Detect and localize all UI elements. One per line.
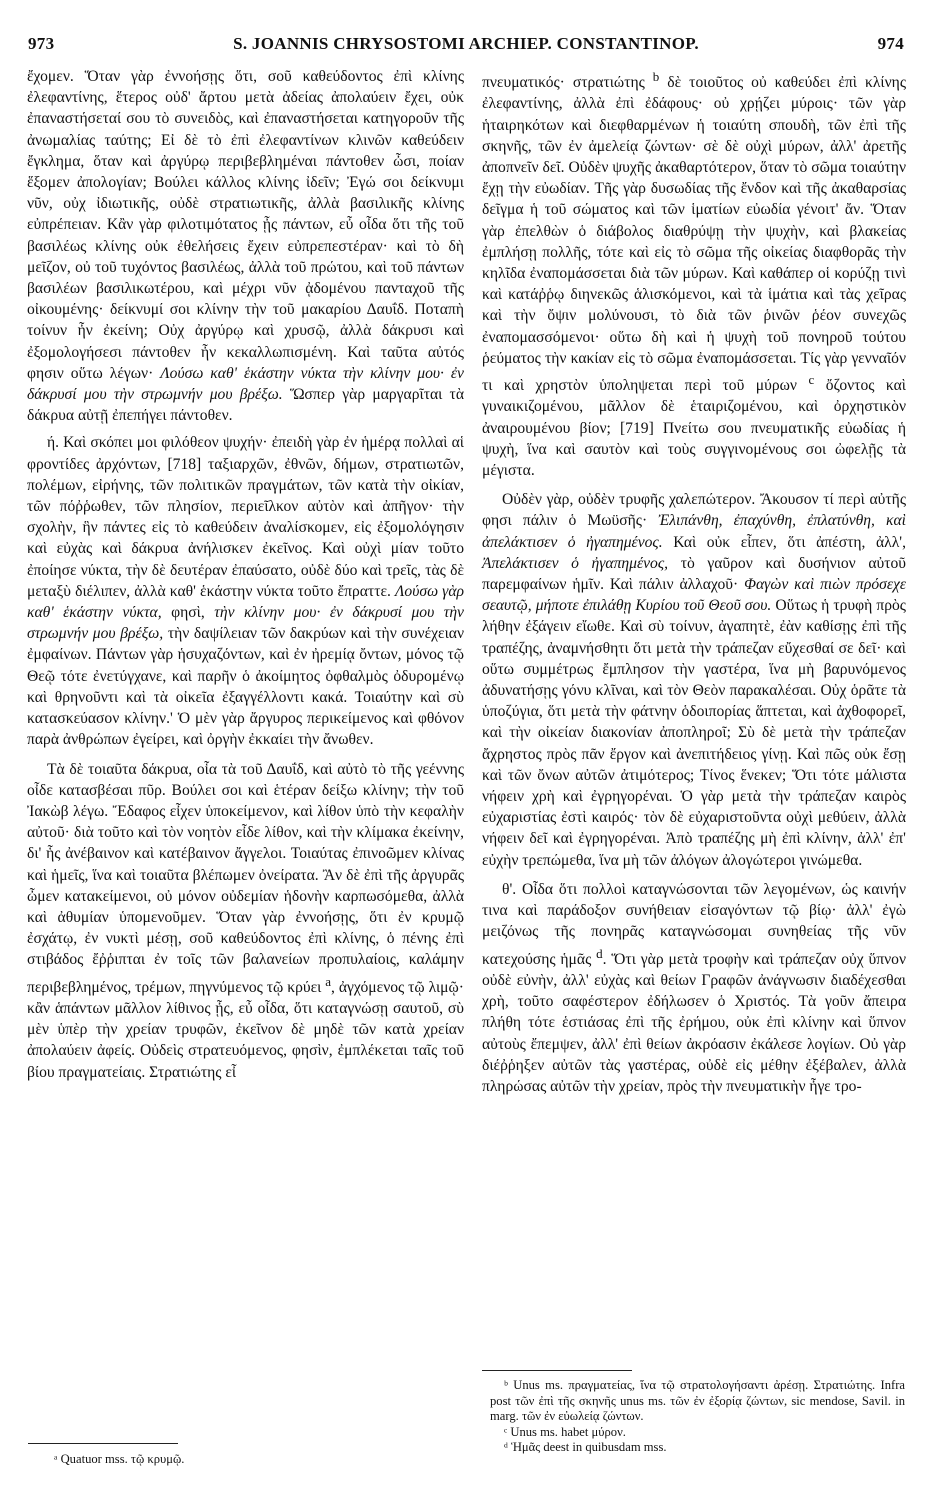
paragraph xyxy=(27,759,464,1083)
footnote: ᵈ Ἡμᾶς deest in quibusdam mss. xyxy=(504,1440,667,1454)
paragraph xyxy=(482,489,906,871)
paragraph-text: ἔχομεν. Ὅταν γὰρ ἐννοήσῃς ὅτι, σοῦ καθεύδοντος ἐπὶ κλίνης ἐλεφαντίνης, ἕτερος οὐδ' ἄρτου μετὰ ἀδείας ἀπολαύειν ἔχει, οὐκ ἐπαναστήσεταί σου τὸ συνειδὸς, καὶ ἐπαναστήσεται κατηγοροῦν τῆς ἀνωμαλίας ταύτης; Εἰ δὲ τὸ ἐπὶ ἐλεφαντίνων κλινῶν καθεύδειν ἔγκλημα, ὅταν καὶ ἀργύρῳ περιβεβλημέναι πάντοθεν ὦσι, ποίαν ἕξομεν ἀπολογίαν; Βούλει κάλλος κλίνης ἰδεῖν; Ἐγώ σοι δείκνυμι νῦν, οὐχ ἰδιωτικῆς, οὐδὲ στρατιωτικῆς, ἀλλὰ βασιλικῆς κλίνης εὐπρέπειαν. Κἂν γὰρ φιλοτιμότατος ᾖς πάντων, εὖ οἶδα ὅτι τῆς τοῦ βασιλέως κλίνης οὐκ ἐθελήσεις ἔχειν εὐπρεπεστέραν· καὶ τὸ δὴ μεῖζον, οὐ τοῦ τυχόντος βασιλέως, ἀλλὰ τοῦ πρώτου, καὶ τοῦ πάντων βασιλέων βασιλικωτέρου, καὶ μέχρι νῦν ᾀδομένου πανταχοῦ τῆς οἰκουμένης· δείκνυμί σοι κλίνην τὴν τοῦ μακαρίου Δαυΐδ. Ποταπὴ τοίνυν ἦν ἐκείνη; Οὐχ ἀργύρῳ καὶ χρυσῷ, ἀλλὰ δάκρυσι καὶ ἐξομολογήσεσι πάντοθεν ἦν κεκαλλωπισμένη. Καὶ ταῦτα αὐτός φησιν οὕτω λέγων· xyxy=(27,68,464,382)
right-column xyxy=(482,66,906,1097)
page-number-left: 973 xyxy=(28,34,55,53)
footnote: ᶜ Unus ms. habet μύρον. xyxy=(504,1424,626,1439)
footnotes-right xyxy=(490,1378,905,1456)
paragraph-text: Ὥσπερ γὰρ μαργαρῖται τὰ δάκρυα αὐτῇ ἐπεπήγει πάντοθεν. xyxy=(27,386,464,425)
left-column xyxy=(27,66,464,1083)
footnote: ᵇ Unus ms. πραγματείας, ἵνα τῷ στρατολογήσαντι ἀρέσῃ. Στρατιώτης. Infra post τῶν ἐπὶ τῆς σκηνῆς unus ms. τῶν ἐν ἐξορίᾳ ζώντων, sic mendose, Savil. in marg. τῶν ἐν εὐωλείᾳ ζώντων. xyxy=(490,1378,905,1423)
footnotes-left xyxy=(40,1452,460,1468)
paragraph-text: πνευματικός· στρατιώτης xyxy=(482,74,645,92)
paragraph-text: Καὶ οὐκ εἶπεν, ὅτι ἀπέστη, ἀλλ', xyxy=(673,533,906,551)
footnote-marker: a xyxy=(325,973,332,989)
footnote-marker: c xyxy=(808,372,815,388)
paragraph xyxy=(27,432,464,750)
paragraph-text: δὲ τοιοῦτος οὐ καθεύδει ἐπὶ κλίνης ἐλεφαντίνης, ἀλλὰ ἐπὶ ἐδάφους· οὐ χρῄζει μύροις· τῶν γὰρ ἡταιρηκότων καὶ διεφθαρμένων ἡ τοιαύτη σπουδὴ, τῶν ἐπὶ τῆς σκηνῆς, τῶν ἐν ἀμελείᾳ ζώντων· σὲ δὲ οὐχὶ μύρων, ἀλλ' ἀρετῆς ἀποπνεῖν δεῖ. Οὐδὲν ψυχῆς ἀκαθαρτότερον, ὅταν τὸ σῶμα τοιαύτην ἔχῃ τὴν εὐωδίαν. Τῆς γὰρ δυσωδίας τῆς ἔνδον καὶ τῆς ἀκαθαρσίας δεῖγμα ἡ τοῦ σώματος καὶ τῶν ἱματίων εὐωδία γένοιτ' ἄν. Ὅταν γὰρ ἐπελθὼν ὁ διάβολος διαθρύψῃ τὴν ψυχὴν, καὶ βλακείας ἐμπλήσῃ πολλῆς, τότε καὶ εἰς τὸ σῶμα τῆς οἰκείας διαφθορᾶς τὴν κηλῖδα ἐναπομάσσεται διὰ τῶν μύρων. Καὶ καθάπερ οἱ κορύζῃ τινὶ καὶ κατάῤῥῳ διηνεκῶς ἁλισκόμενοι, καὶ τὰ ἱμάτια καὶ τὰς χεῖρας καὶ τὴν ὄψιν μολύνουσι, τὸ διὰ τῶν ῥινῶν ῥέον συνεχῶς ἐναπομασσόμενοι· οὕτω δὴ καὶ ἡ ψυχὴ τοῦ πονηροῦ τούτου ῥεύματος τὴν κακίαν εἰς τὸ σῶμα ἐναπομάσσεται. Τίς γὰρ γενναῖόν τι καὶ χρηστὸν ὑποληψεται περὶ τοῦ μύρων xyxy=(482,74,906,395)
paragraph-text: φησὶ, xyxy=(171,604,205,622)
scripture-quote: Ἐλιπάνθη, ἐπαχύνθη, ἐπλατύνθη, καὶ ἀπελάκτισεν ὁ ἠγαπημένος. xyxy=(482,512,906,551)
scripture-quote: Ἀπελάκτισεν ὁ ἠγαπημένος, xyxy=(482,554,669,572)
footnote-divider xyxy=(482,1370,632,1371)
scripture-quote: Λούσω καθ' ἑκάστην νύκτα τὴν κλίνην μου· ἐν δάκρυσί μου τὴν στρωμνήν μου βρέξω. xyxy=(27,364,464,404)
scripture-quote: Φαγὼν καὶ πιὼν πρόσεχε σεαυτῷ, μήποτε ἐπιλάθῃ Κυρίου τοῦ Θεοῦ σου. xyxy=(482,576,906,615)
paragraph-text: Τὰ δὲ τοιαῦτα δάκρυα, οἷα τὰ τοῦ Δαυΐδ, καὶ αὐτὸ τὸ τῆς γεέννης οἶδε κατασβέσαι πῦρ. Βούλει σοι καὶ ἑτέραν δείξω κλίνην; τὴν τοῦ Ἰακὼβ λέγω. Ἔδαφος εἶχεν ὑποκείμενον, καὶ λίθον ὑπὸ τὴν κεφαλὴν αὐτοῦ· διὰ τοῦτο καὶ τὸν νοητὸν εἶδε λίθον, καὶ τὴν κλίμακα ἐκείνην, δι' ἧς ἀνέβαινον καὶ κατέβαινον ἄγγελοι. Τοιαύτας ἐπινοῶμεν κλίνας καὶ ἡμεῖς, ἵνα καὶ τοιαῦτα βλέπωμεν ὀνείρατα. Ἂν δὲ ἐπὶ τῆς ἀργυρᾶς ὦμεν κατακείμενοι, οὐ μόνον οὐδεμίαν ἡδονὴν καρπωσόμεθα, ἀλλὰ καὶ ἀθυμίαν ὑπομενοῦμεν. Ὅταν γὰρ ἐννοήσῃς, ὅτι ἐν κρυμῷ ἐσχάτῳ, ἐν νυκτὶ μέσῃ, σοῦ καθεύδοντος ἐπὶ κλίνης, ὁ πένης ἐπὶ στιβάδος ἔῤῥιπται ἐν τοῖς τῶν βαλανείων προπυλαίοις, καλάμην περιβεβλημένος, τρέμων, πηγνύμενος τῷ κρύει xyxy=(27,760,464,996)
footnote-marker: b xyxy=(652,69,660,84)
scripture-quote: Λούσω γὰρ καθ' ἑκάστην νύκτα, xyxy=(27,582,464,622)
page-number-right: 974 xyxy=(877,34,904,53)
footnote: ᵃ Quatuor mss. τῷ κρυμῷ. xyxy=(54,1452,185,1466)
paragraph-text: Οὐδὲν γὰρ, οὐδὲν τρυφῆς χαλεπώτερον. Ἄκουσον τί περὶ αὐτῆς φησι πάλιν ὁ Μωϋσῆς· xyxy=(482,491,906,530)
running-title: S. JOANNIS CHRYSOSTOMI ARCHIEP. CONSTANTINOP. xyxy=(233,34,699,53)
paragraph-text: ή. Καὶ σκόπει μοι φιλόθεον ψυχήν· ἐπειδὴ γὰρ ἐν ἡμέρᾳ πολλαὶ αἱ φροντίδες ἀρχόντων, [718] ταξιαρχῶν, ἐθνῶν, δήμων, στρατιωτῶν, πολέμων, εἰρήνης, τῶν πολιτικῶν πραγμάτων, τῶν κατὰ τὴν οἰκίαν, τῶν πόῤῥωθεν, τῶν πλησίον, περιεῖλκον αὐτὸν καὶ ἀπῆγον· τὴν σχολὴν, ἣν πάντες εἰς τὸ καθεύδειν ἀναλίσκομεν, εἰς ἐξομολόγησιν καὶ εὐχὰς καὶ δάκρυα ἀνήλισκεν ἐκεῖνος. Καὶ οὐχὶ μίαν τοῦτο ἐποίησε νύκτα, τὴν δὲ δευτέραν ἐπαύσατο, οὐδὲ δύο καὶ τρεῖς, τὰς δὲ μεταξὺ διέλιπεν, ἀλλὰ καθ' ἑκάστην νύκτα τοῦτο ἔπραττε. xyxy=(27,434,464,600)
paragraph-text: Οὕτως ἡ τρυφὴ πρὸς λήθην ἐξάγειν εἴωθε. Καὶ σὺ τοίνυν, ἀγαπητὲ, ἐὰν καθίσῃς ἐπὶ τῆς τραπέζης, ἀναμνήσθητι ὅτι μετὰ τὴν τράπεζαν εὔχεσθαί σε δεῖ· καὶ οὕτω συμμέτρως ἔμπλησον τὴν γαστέρα, ἵνα μὴ βαρυνόμενος ἀδυνατήσῃς γόνυ κλῖναι, καὶ τὸν Θεὸν παρακαλέσαι. Οὐχ ὁρᾶτε τὰ ὑποζύγια, ὅτι μετὰ τὴν φάτνην ὁδοιπορίας ἅπτεται, καὶ ἀχθοφορεῖ, καὶ τὴν οἰκείαν διακονίαν ἀποπληροῖ; Σὺ δὲ μετὰ τὴν τράπεζαν ἄχρηστος πρὸς πᾶν ἔργον καὶ ἀνεπιτήδειος γίνῃ. Καὶ πῶς οὐκ ἔσῃ καὶ τῶν ὄνων αὐτῶν ἀτιμότερος; Τίνος ἕνεκεν; Ὅτι τότε μάλιστα νήφειν χρὴ καὶ ἐγρηγορέναι. Ὁ γὰρ μετὰ τὴν τράπεζαν καιρὸς εὐχαριστίας ἐστὶ καιρός· τὸν δὲ εὐχαριστοῦντα οὐχὶ μεθύειν, ἀλλὰ νήφειν δεῖ καὶ ἐγρηγορέναι. Ἀπὸ τραπέζης μὴ ἐπὶ κλίνην, ἀλλ' ἐπ' εὐχὴν τρεπώμεθα, ἵνα μὴ τῶν ἀλόγων ἀλογώτεροι γινώμεθα. xyxy=(482,597,906,869)
paragraph-text: , ἀγχόμενος τῷ λιμῷ· κἂν ἁπάντων μᾶλλον λίθινος ᾖς, εὖ οἶδα, ὅτι καταγνώσῃ σαυτοῦ, σὺ μὲν ὑπὲρ τὴν χρείαν τρυφῶν, ἐκεῖνον δὲ μηδὲ τῶν κατὰ χρείαν ἀπολαύειν ἀφείς. Οὐδεὶς στρατευόμενος, φησὶν, ἐμπλέκεται ταῖς τοῦ βίου πραγματείαις. Στρατιώτης εἶ xyxy=(27,978,464,1081)
running-header xyxy=(28,34,904,60)
paragraph-text: θ'. Οἶδα ὅτι πολλοὶ καταγνώσονται τῶν λεγομένων, ὡς καινήν τινα καὶ παράδοξον συνήθειαν εἰσαγόντων τῷ βίῳ· ἀλλ' ἐγὼ μειζόνως τῆς πονηρᾶς καταγνώσομαι συνηθείας τῆς νῦν κατεχούσης ἡμᾶς xyxy=(482,880,906,968)
paragraph-text: τὴν δαψίλειαν τῶν δακρύων καὶ τὴν συνέχειαν ἐμφαίνων. Πάντων γὰρ ἡσυχαζόντων, καὶ ἐν ἠρεμίᾳ ὄντων, μόνος τῷ Θεῷ τότε ἐνετύγχανε, καὶ παρῆν ὁ ἀκοίμητος ὀφθαλμὸς ὀδυρομένῳ καὶ θρηνοῦντι καὶ τὰ οἰκεῖα ἐξαγγέλλοντι κακά. Τοιαύτην καὶ σὺ κατασκεύασον κλίνην.' Ὁ μὲν γὰρ ἄργυρος περικείμενος καὶ φθόνον παρὰ ἀνθρώπων ἐγείρει, καὶ ὀργὴν ἐκκαίει τὴν ἄνωθεν. xyxy=(27,625,464,749)
paragraph xyxy=(482,66,906,481)
paragraph xyxy=(482,879,906,1097)
paragraph xyxy=(27,66,464,426)
footnote-marker: d xyxy=(596,945,603,961)
paragraph-text: . Ὅτι γὰρ μετὰ τροφὴν καὶ τράπεζαν οὐχ ὕπνον οὐδὲ εὐνὴν, ἀλλ' εὐχὰς καὶ θείων Γραφῶν ἀνάγνωσιν διαδέχεσθαι χρὴ, τοῦτο σαφέστερον ἐδήλωσεν ὁ Χριστός. Τὰ γοῦν ἄπειρα πλήθη τότε ἑστιάσας ἐπὶ τῆς ἐρήμου, οὐκ ἐπὶ κλίνην καὶ ὕπνον αὐτοὺς ἔπεμψεν, ἀλλ' ἐπὶ θείων ἀκρόασιν ἐκάλεσε λογίων. Οὐ γὰρ διέῤῥηξεν αὐτῶν τὰς γαστέρας, οὐδὲ εἰς μέθην ἐξέβαλεν, ἀλλὰ πληρώσας αὐτῶν τὴν χρείαν, πρὸς τὴν πνευματικὴν ἦγε τρο- xyxy=(482,950,906,1095)
paragraph-text: τὸ γαῦρον καὶ δυσήνιον αὐτοῦ παρεμφαίνων ἡμῖν. Καὶ πάλιν ἀλλαχοῦ· xyxy=(482,554,906,594)
scripture-quote: τὴν κλίνην μου· ἐν δάκρυσί μου τὴν στρωμνήν μου βρέξω, xyxy=(27,604,464,643)
paragraph-text: ὄζοντος καὶ γυναικιζομένου, μᾶλλον δὲ ἑταιριζομένου, καὶ ὀρχηστικὸν ἀναιρουμένου βίον; [719] Πνείτω σου πνευματικῆς εὐωδίας ἡ ψυχὴ, ἵνα καὶ σαυτὸν καὶ τοὺς συγγινομένους σοι ὠφελῇς τὰ μέγιστα. xyxy=(482,377,906,480)
footnote-divider xyxy=(28,1443,178,1444)
